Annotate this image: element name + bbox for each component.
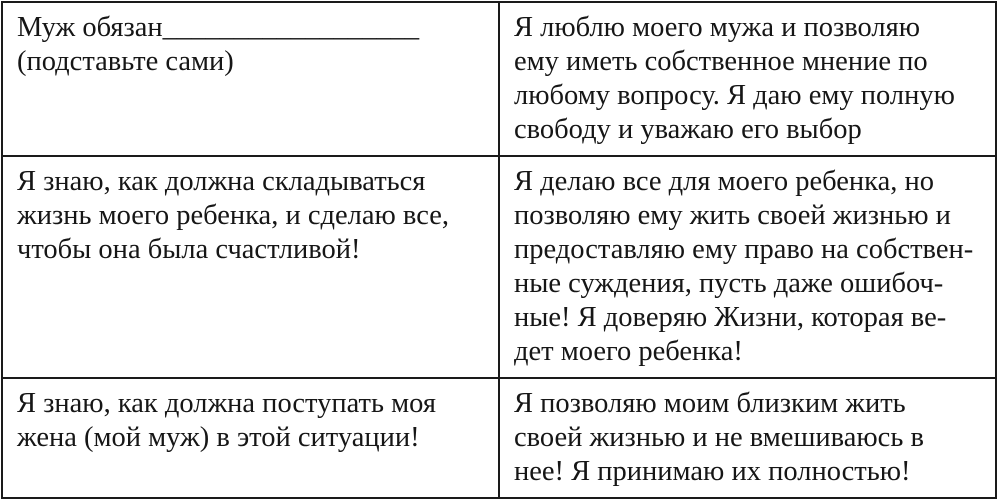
right-cell-text: Я люблю моего мужа и позволяю ему иметь собственное мнение по любому вопросу. Я даю ему полную свободу и уважаю его выбор (514, 12, 955, 145)
left-cell (2, 378, 499, 498)
left-cell-text: Я знаю, как должна складываться жизнь моего ребенка, и сделаю все, чтобы она была счастливой! (17, 166, 449, 265)
table-row (2, 156, 996, 378)
right-cell-text: Я делаю все для моего ребенка, но позволяю ему жить своей жизнью и предоставляю ему право на собствен- ные суждения, пусть даже ошибоч- ные! Я доверяю Жизни, которая ве- дет моего ребенка! (514, 166, 974, 367)
table-row (2, 2, 996, 156)
right-cell-text: Я позволяю моим близким жить своей жизнью и не вмешиваюсь в нее! Я принимаю их полностью! (514, 388, 924, 487)
left-cell-text: Муж обязан__________________ (подставьте сами) (17, 12, 420, 77)
left-cell (2, 156, 499, 378)
left-cell-text: Я знаю, как должна поступать моя жена (мой муж) в этой ситуации! (17, 388, 436, 453)
table-row (2, 378, 996, 498)
right-cell (499, 2, 996, 156)
comparison-table (1, 1, 997, 499)
right-cell (499, 156, 996, 378)
left-cell (2, 2, 499, 156)
right-cell (499, 378, 996, 498)
